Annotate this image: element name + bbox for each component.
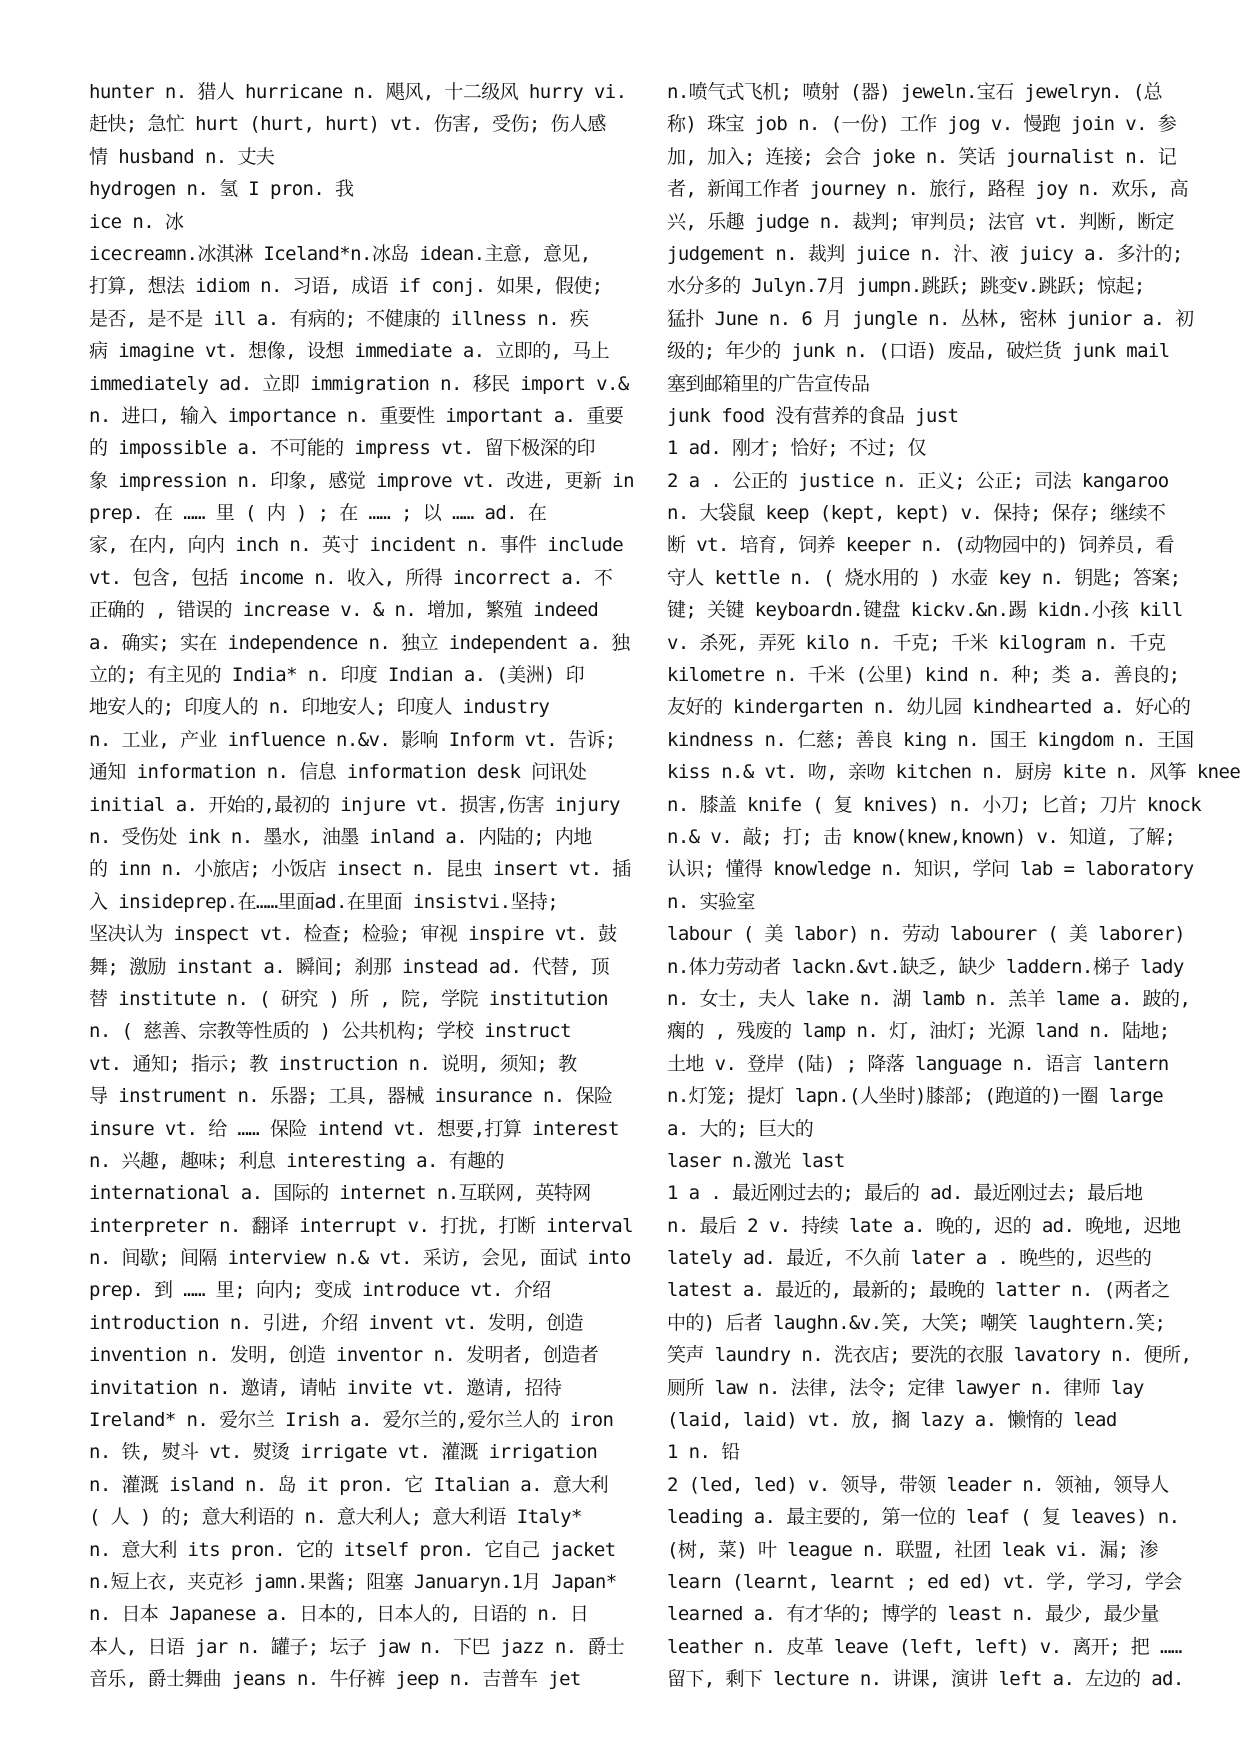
left-column-line: 替 institute n. ( 研究 ) 所 , 院, 学院 institution xyxy=(89,987,609,1010)
left-column-line: prep. 在 …… 里 ( 内 ) ; 在 …… ; 以 …… ad. 在 xyxy=(89,502,547,525)
left-column-line: Ireland* n. 爱尔兰 Irish a. 爱尔兰的,爱尔兰人的 iron xyxy=(89,1409,614,1432)
left-column-line: 本人, 日语 jar n. 罐子; 坛子 jaw n. 下巴 jazz n. 爵士 xyxy=(89,1635,625,1658)
right-column-line: 塞到邮箱里的广告宣传品 xyxy=(667,372,870,395)
right-column-line: n.& v. 敲; 打; 击 know(knew,known) v. 知道, 了解; xyxy=(667,825,1176,848)
right-column-line: n. 实验室 xyxy=(667,890,755,913)
left-column-line: 地安人的; 印度人的 n. 印地安人; 印度人 industry xyxy=(89,696,550,719)
left-column-line: 赶快; 急忙 hurt (hurt, hurt) vt. 伤害, 受伤; 伤人感 xyxy=(89,113,606,136)
right-column-line: learned a. 有才华的; 博学的 least n. 最少, 最少量 xyxy=(667,1603,1159,1626)
left-column-line: 的 impossible a. 不可能的 impress vt. 留下极深的印 xyxy=(89,437,595,460)
left-column-line: hunter n. 猎人 hurricane n. 飓风, 十二级风 hurry vi. xyxy=(89,81,627,103)
left-column-line: n. 工业, 产业 influence n.&v. 影响 Inform vt. 告诉; xyxy=(89,728,616,751)
right-column-line: 中的) 后者 laughn.&v.笑, 大笑; 嘲笑 laughtern.笑; xyxy=(667,1311,1166,1334)
left-column-line: vt. 通知; 指示; 教 instruction n. 说明, 须知; 教 xyxy=(89,1052,577,1075)
right-column-line: 者, 新闻工作者 journey n. 旅行, 路程 joy n. 欢乐, 高 xyxy=(667,178,1189,201)
left-column-line: insure vt. 给 …… 保险 intend vt. 想要,打算 interest xyxy=(89,1117,619,1140)
right-column-line: kiss n.& vt. 吻, 亲吻 kitchen n. 厨房 kite n. 风筝 knee xyxy=(667,761,1241,784)
left-column-line: introduction n. 引进, 介绍 invent vt. 发明, 创造 xyxy=(89,1311,584,1334)
left-column-line: vt. 包含, 包括 income n. 收入, 所得 incorrect a. 不 xyxy=(89,566,613,589)
left-column-line: 音乐, 爵士舞曲 jeans n. 牛仔裤 jeep n. 吉普车 jet xyxy=(89,1668,581,1691)
right-column-line: 猛扑 June n. 6 月 jungle n. 丛林, 密林 junior a. 初 xyxy=(667,307,1194,330)
right-column-line: 级的; 年少的 junk n. (口语) 废品, 破烂货 junk mail xyxy=(667,340,1170,363)
right-column-line: kilometre n. 千米 (公里) kind n. 种; 类 a. 善良的; xyxy=(667,664,1180,687)
right-column-line: 断 vt. 培育, 饲养 keeper n. (动物园中的) 饲养员, 看 xyxy=(667,534,1174,557)
right-column-line: n. 膝盖 knife ( 复 knives) n. 小刀; 匕首; 刀片 knock xyxy=(667,793,1202,816)
right-column-line: n.喷气式飞机; 喷射 (器) jeweln.宝石 jewelryn. (总 xyxy=(667,81,1163,103)
left-column-line: ( 人 ) 的; 意大利语的 n. 意大利人; 意大利语 Italy* xyxy=(89,1506,582,1529)
left-column-line: 是否, 是不是 ill a. 有病的; 不健康的 illness n. 疾 xyxy=(89,307,589,330)
right-column-line: labour ( 美 labor) n. 劳动 labourer ( 美 laborer) xyxy=(667,923,1185,946)
right-column-line: n. 女士, 夫人 lake n. 湖 lamb n. 羔羊 lame a. 跛的, xyxy=(667,987,1191,1010)
left-column-line: n. 意大利 its pron. 它的 itself pron. 它自己 jacket xyxy=(89,1538,616,1561)
right-column-line: n.灯笼; 提灯 lapn.(人坐时)膝部; (跑道的)一圈 large xyxy=(667,1085,1164,1108)
left-column-line: n. 铁, 熨斗 vt. 熨烫 irrigate vt. 灌溉 irrigation xyxy=(89,1441,598,1464)
right-column-line: n.体力劳动者 lackn.&vt.缺乏, 缺少 laddern.梯子 lady xyxy=(667,955,1184,978)
left-column-line: prep. 到 …… 里; 向内; 变成 introduce vt. 介绍 xyxy=(89,1279,551,1302)
left-column-line: n. 灌溉 island n. 岛 it pron. 它 Italian a. 意大利 xyxy=(89,1473,609,1496)
left-column-line: invitation n. 邀请, 请帖 invite vt. 邀请, 招待 xyxy=(89,1376,562,1399)
right-column-line: junk food 没有营养的食品 just xyxy=(667,404,959,427)
left-column-line: n.短上衣, 夹克衫 jamn.果酱; 阻塞 Januaryn.1月 Japan* xyxy=(89,1570,617,1593)
right-column-line: 留下, 剩下 lecture n. 讲课, 演讲 left a. 左边的 ad. xyxy=(667,1668,1184,1691)
right-column-line: 加, 加入; 连接; 会合 joke n. 笑话 journalist n. 记 xyxy=(667,145,1177,168)
right-column-line: 1 n. 铅 xyxy=(667,1441,740,1464)
left-column-line: 打算, 想法 idiom n. 习语, 成语 if conj. 如果, 假使; xyxy=(89,275,603,298)
right-column-line: n. 最后 2 v. 持续 late a. 晚的, 迟的 ad. 晚地, 迟地 xyxy=(667,1214,1181,1237)
right-column-line: 键; 关键 keyboardn.键盘 kickv.&n.踢 kidn.小孩 kill xyxy=(667,599,1183,622)
left-column xyxy=(89,76,657,1696)
left-column-line: 立的; 有主见的 India* n. 印度 Indian a. (美洲) 印 xyxy=(89,664,585,687)
right-column-line: 1 ad. 刚才; 恰好; 不过; 仅 xyxy=(667,437,926,460)
left-column-line: 象 impression n. 印象, 感觉 improve vt. 改进, 更新 in xyxy=(89,469,634,492)
left-column-line: 的 inn n. 小旅店; 小饭店 insect n. 昆虫 insert vt. 插 xyxy=(89,858,631,881)
left-column-line: 正确的 , 错误的 increase v. & n. 增加, 繁殖 indeed xyxy=(89,599,599,622)
right-column-line: laser n.激光 last xyxy=(667,1149,845,1172)
right-column-line: (树, 菜) 叶 league n. 联盟, 社团 leak vi. 漏; 渗 xyxy=(667,1538,1158,1561)
left-column-line: n. 进口, 输入 importance n. 重要性 important a. 重要 xyxy=(89,404,624,427)
right-column-line: a. 大的; 巨大的 xyxy=(667,1117,814,1140)
left-column-line: 舞; 激励 instant a. 瞬间; 刹那 instead ad. 代替, 顶 xyxy=(89,955,610,978)
right-column-line: 1 a . 最近刚过去的; 最后的 ad. 最近刚过去; 最后地 xyxy=(667,1182,1143,1205)
right-column-line: 2 a . 公正的 justice n. 正义; 公正; 司法 kangaroo xyxy=(667,469,1169,492)
left-column-line: n. 间歇; 间隔 interview n.& vt. 采访, 会见, 面试 into xyxy=(89,1247,631,1270)
right-column-line: leather n. 皮革 leave (left, left) v. 离开; 把 …… xyxy=(667,1635,1182,1658)
right-column-line: leading a. 最主要的, 第一位的 leaf ( 复 leaves) n. xyxy=(667,1506,1180,1529)
left-column-line: 坚决认为 inspect vt. 检查; 检验; 审视 inspire vt. 鼓 xyxy=(89,923,617,946)
right-column-line: 2 (led, led) v. 领导, 带领 leader n. 领袖, 领导人 xyxy=(667,1473,1169,1496)
right-column-line: (laid, laid) vt. 放, 搁 lazy a. 懒惰的 lead xyxy=(667,1409,1117,1432)
right-column-line: 友好的 kindergarten n. 幼儿园 kindhearted a. 好心的 xyxy=(667,696,1191,719)
left-column-line: n. ( 慈善、宗教等性质的 ) 公共机构; 学校 instruct xyxy=(89,1020,571,1043)
left-column-line: 导 instrument n. 乐器; 工具, 器械 insurance n. 保险 xyxy=(89,1085,613,1108)
left-column-line: hydrogen n. 氢 I pron. 我 xyxy=(89,178,354,201)
right-column-line: lately ad. 最近, 不久前 later a . 晚些的, 迟些的 xyxy=(667,1247,1152,1270)
right-column-line: learn (learnt, learnt ; ed ed) vt. 学, 学习, 学会 xyxy=(667,1570,1182,1593)
right-column-line: 称) 珠宝 job n. (一份) 工作 jog v. 慢跑 join v. 参 xyxy=(667,113,1177,136)
left-column-line: 家, 在内, 向内 inch n. 英寸 incident n. 事件 include xyxy=(89,534,624,557)
left-column-line: interpreter n. 翻译 interrupt v. 打扰, 打断 interval xyxy=(89,1214,633,1237)
right-column-line: v. 杀死, 弄死 kilo n. 千克; 千米 kilogram n. 千克 xyxy=(667,631,1166,654)
left-column-line: 情 husband n. 丈夫 xyxy=(89,145,275,168)
left-column-line: initial a. 开始的,最初的 injure vt. 损害,伤害 injury xyxy=(89,793,620,816)
right-column-line: 兴, 乐趣 judge n. 裁判; 审判员; 法官 vt. 判断, 断定 xyxy=(667,210,1174,233)
left-column-line: a. 确实; 实在 independence n. 独立 independent a. 独 xyxy=(89,631,630,654)
left-column-line: 通知 information n. 信息 information desk 问讯处 xyxy=(89,761,587,784)
right-column-line: 厕所 law n. 法律, 法令; 定律 lawyer n. 律师 lay xyxy=(667,1376,1144,1399)
left-column-line: 病 imagine vt. 想像, 设想 immediate a. 立即的, 马上 xyxy=(89,340,610,363)
left-column-line: n. 日本 Japanese a. 日本的, 日本人的, 日语的 n. 日 xyxy=(89,1603,589,1626)
right-column-line: 守人 kettle n. ( 烧水用的 ) 水壶 key n. 钥匙; 答案; xyxy=(667,566,1181,589)
right-column-line: 认识; 懂得 knowledge n. 知识, 学问 lab = laboratory xyxy=(667,858,1194,881)
right-column-line: kindness n. 仁慈; 善良 king n. 国王 kingdom n. 王国 xyxy=(667,728,1194,751)
right-column-line: 水分多的 Julyn.7月 jumpn.跳跃; 跳变v.跳跃; 惊起; xyxy=(667,275,1145,298)
right-column-line: judgement n. 裁判 juice n. 汁、液 juicy a. 多汁的; xyxy=(667,242,1183,265)
right-column-line: 笑声 laundry n. 洗衣店; 要洗的衣服 lavatory n. 便所, xyxy=(667,1344,1192,1367)
left-column-line: invention n. 发明, 创造 inventor n. 发明者, 创造者 xyxy=(89,1344,599,1367)
left-column-line: ice n. 冰 xyxy=(89,210,184,233)
left-column-line: 入 insideprep.在……里面ad.在里面 insistvi.坚持; xyxy=(89,890,559,913)
left-column-line: n. 受伤处 ink n. 墨水, 油墨 inland a. 内陆的; 内地 xyxy=(89,825,592,848)
right-column-line: latest a. 最近的, 最新的; 最晚的 latter n. (两者之 xyxy=(667,1279,1170,1302)
left-column-line: immediately ad. 立即 immigration n. 移民 import v.& xyxy=(89,372,629,395)
left-column-line: icecreamn.冰淇淋 Iceland*n.冰岛 idean.主意, 意见, xyxy=(89,242,591,265)
right-column-line: 土地 v. 登岸 (陆) ; 降落 language n. 语言 lantern xyxy=(667,1052,1169,1075)
right-column-line: n. 大袋鼠 keep (kept, kept) v. 保持; 保存; 继续不 xyxy=(667,502,1166,525)
left-column-line: international a. 国际的 internet n.互联网, 英特网 xyxy=(89,1182,591,1205)
right-column xyxy=(667,76,1241,1696)
left-column-line: n. 兴趣, 趣味; 利息 interesting a. 有趣的 xyxy=(89,1149,504,1172)
right-column-line: 瘸的 , 残废的 lamp n. 灯, 油灯; 光源 land n. 陆地; xyxy=(667,1020,1170,1043)
